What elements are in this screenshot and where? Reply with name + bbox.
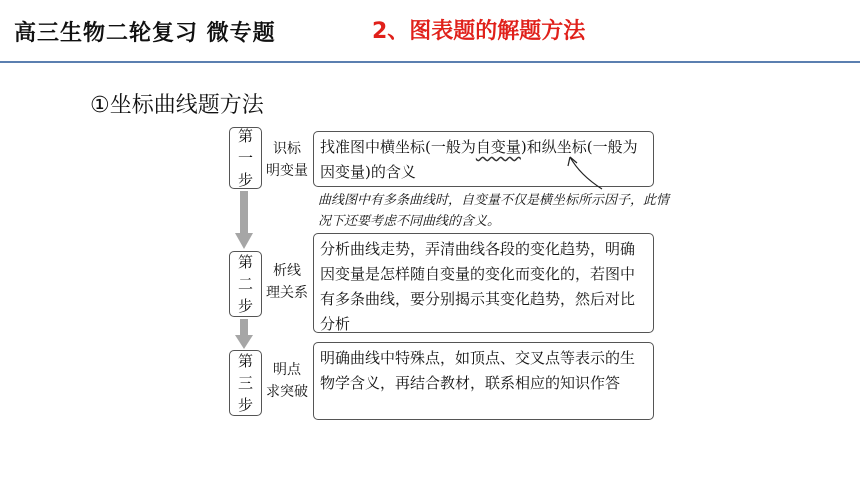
step-1-badge-char: 第 xyxy=(237,127,253,145)
step-1-badge-char: 步 xyxy=(237,171,253,189)
step-3-badge-char: 第 xyxy=(237,352,253,370)
header-divider xyxy=(0,61,860,63)
step-1-label xyxy=(261,136,313,184)
step-1-content-pre: 找准图中横坐标(一般为 xyxy=(320,138,476,156)
step-3-label-line: 求突破 xyxy=(266,384,308,400)
step-3-badge xyxy=(229,350,262,416)
step-2-content: 分析曲线走势，弄清曲线各段的变化趋势，明确因变量是怎样随自变量的变化而变化的，若图中有多条曲线，要分别揭示其变化趋势，然后对比分析 xyxy=(313,233,654,333)
handwritten-note: 曲线图中有多条曲线时，自变量不仅是横坐标所示因子，此情况下还要考虑不同曲线的含义。 xyxy=(318,193,670,229)
step-3-badge-char: 步 xyxy=(237,396,253,414)
step-1-label-line: 明变量 xyxy=(266,163,308,179)
step-3-content: 明确曲线中特殊点，如顶点、交叉点等表示的生物学含义，再结合教材，联系相应的知识作答 xyxy=(313,342,654,420)
step-2-label xyxy=(261,258,313,306)
step-2-badge-char: 第 xyxy=(237,253,253,271)
step-arrow-down-icon xyxy=(235,319,253,349)
step-3-label xyxy=(261,357,313,405)
step-1-content-post: )和纵坐标(一般为因变量)的含义 xyxy=(320,138,638,181)
step-2-badge xyxy=(229,251,262,317)
topic-title: 2、图表题的解题方法 xyxy=(372,19,586,44)
header-title: 高三生物二轮复习 微专题 xyxy=(14,21,276,46)
step-1-label-line: 识标 xyxy=(273,141,301,157)
step-2-badge-char: 二 xyxy=(237,275,253,293)
step-2-label-line: 理关系 xyxy=(266,285,308,301)
step-3-badge-char: 三 xyxy=(237,374,253,392)
step-arrow-down-icon xyxy=(235,191,253,249)
step-1-content-emphasis: 自变量 xyxy=(475,138,521,156)
step-2-badge-char: 步 xyxy=(237,297,253,315)
step-2-label-line: 析线 xyxy=(273,263,301,279)
step-1-badge-char: 一 xyxy=(237,149,253,167)
step-3-label-line: 明点 xyxy=(273,362,301,378)
step-1-badge xyxy=(229,127,262,189)
section-title: ①坐标曲线题方法 xyxy=(90,93,264,118)
note-pointer-arrow xyxy=(540,145,620,195)
